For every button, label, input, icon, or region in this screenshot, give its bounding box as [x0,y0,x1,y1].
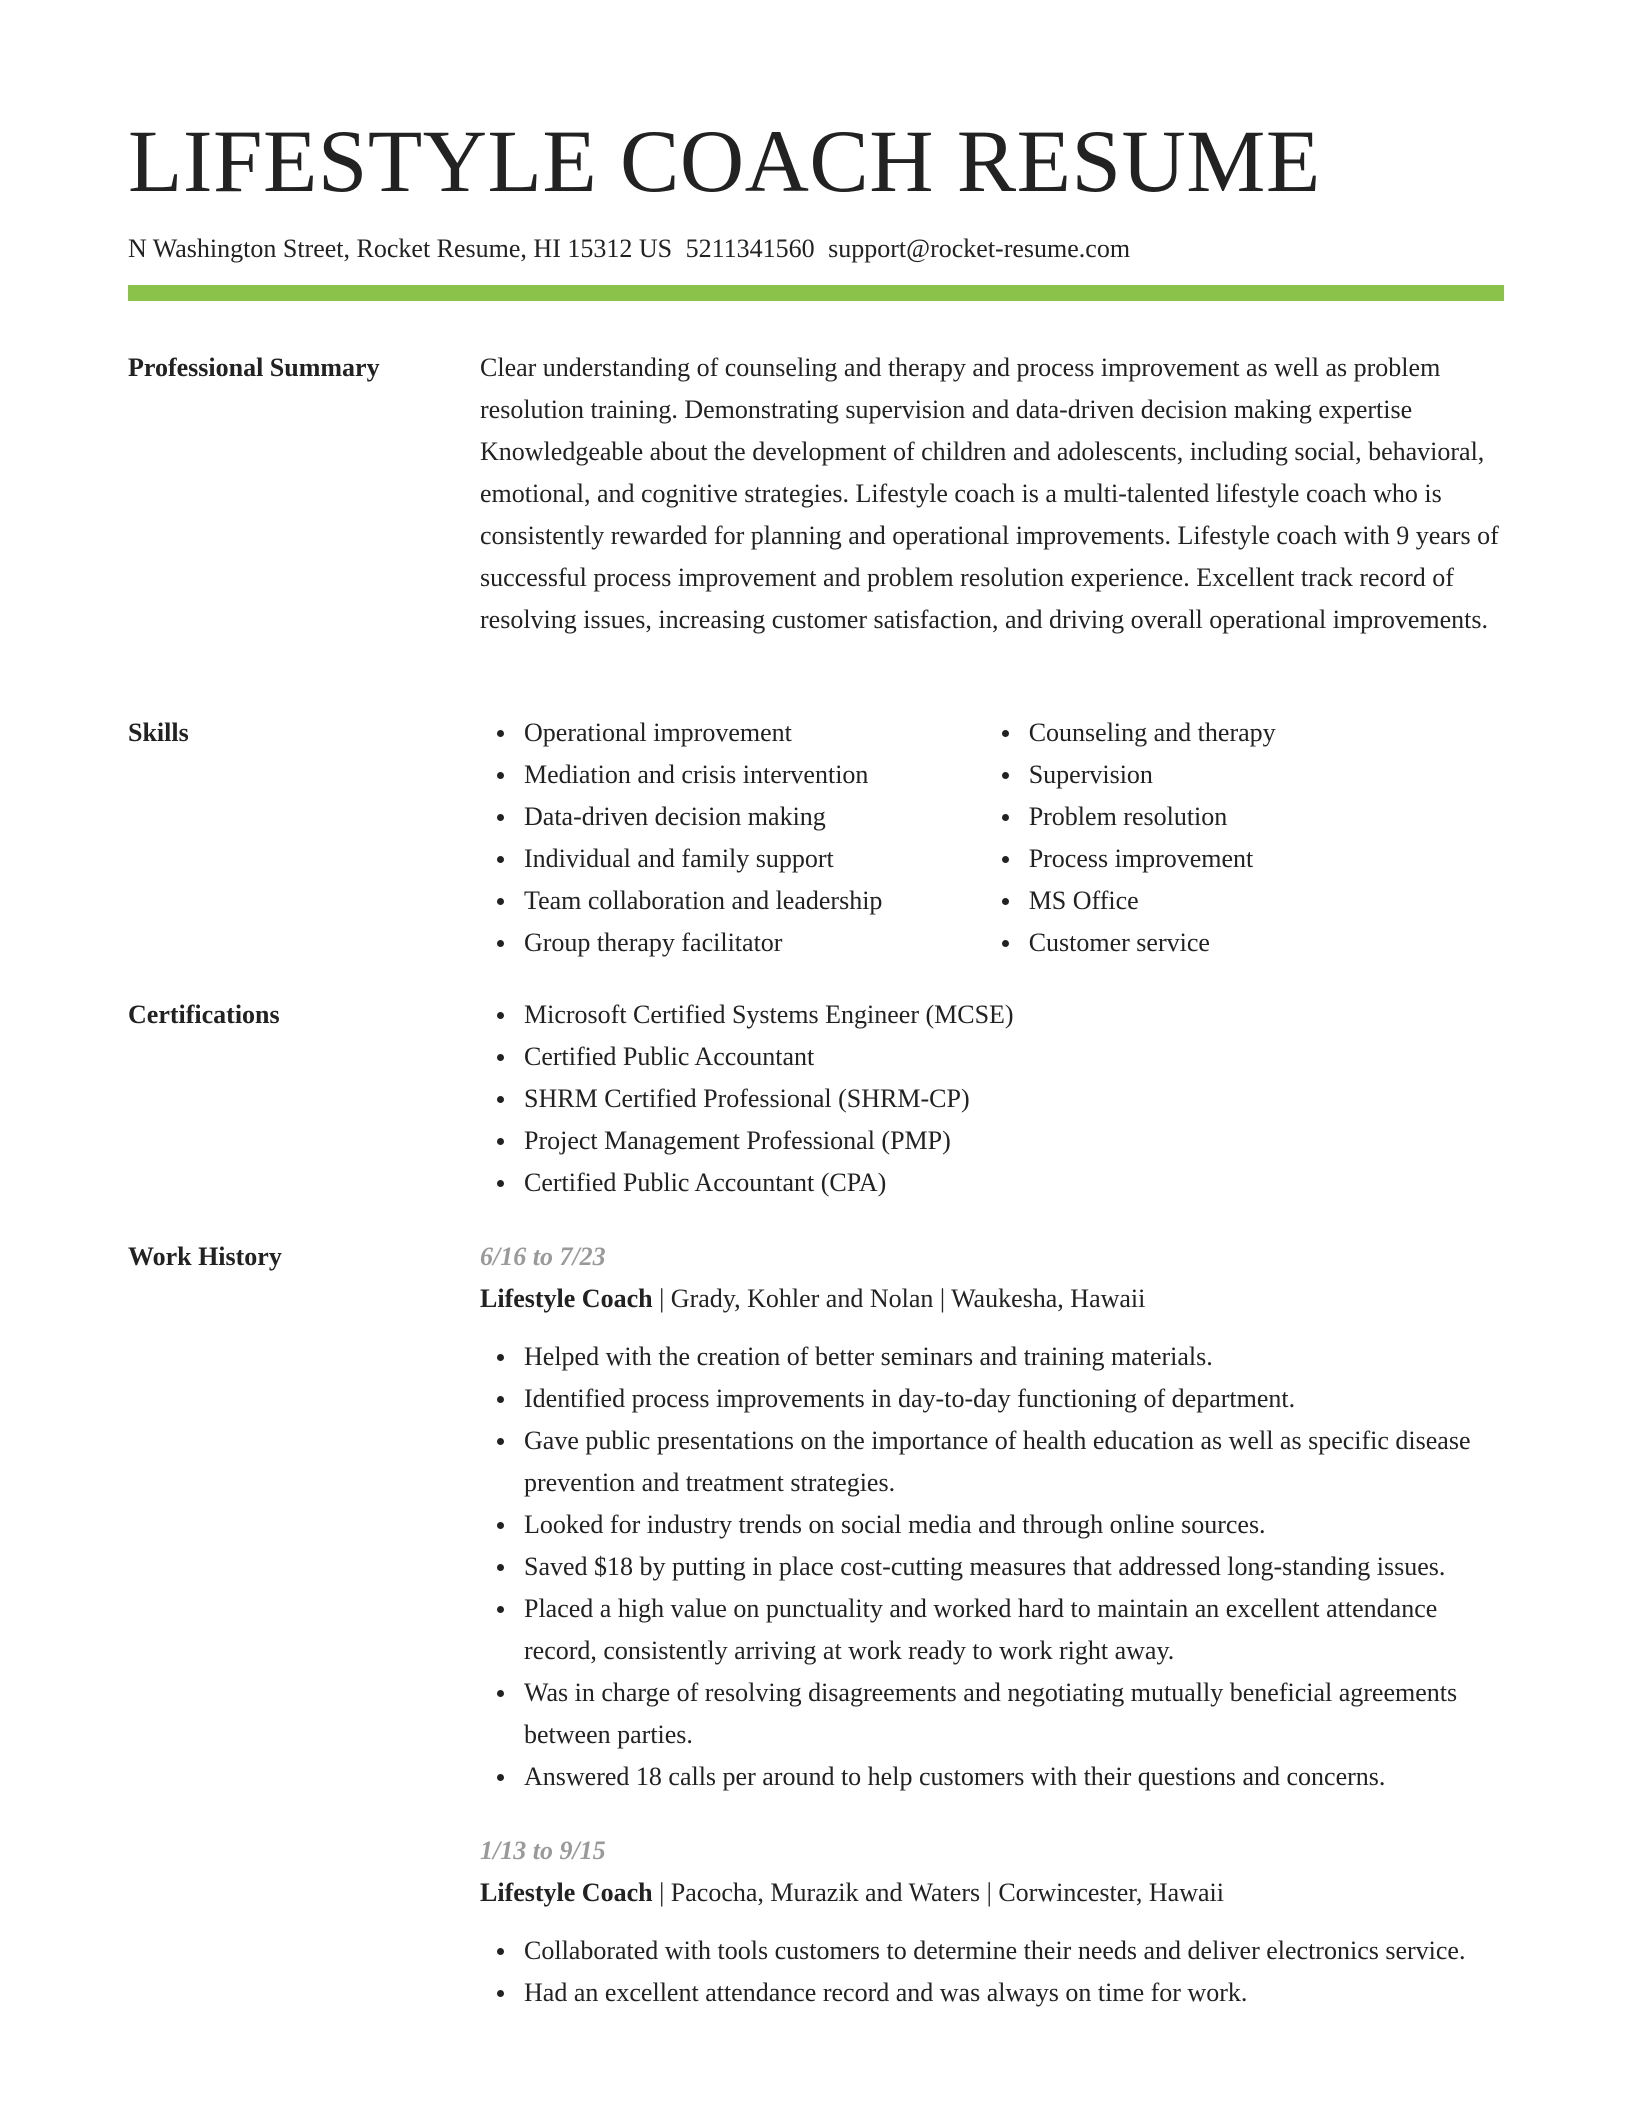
certification-item: SHRM Certified Professional (SHRM-CP) [524,1078,1504,1120]
certification-item: Certified Public Accountant (CPA) [524,1162,1504,1204]
certifications-heading: Certifications [128,1000,280,1029]
contact-phone: 5211341560 [685,234,815,263]
summary-text: Clear understanding of counseling and therapy and process improvement as well as problem resolution training. Demonstrating supervision and data-driven decision making expertise Knowledgeable about the development of children and adolescents, including social, behavioral, emotional, and cognitive strategies. Lifestyle coach is a multi-talented lifestyle coach who is consistently rewarded for planning and operational improvements. Lifestyle coach with 9 years of successful process improvement and problem resolution experience. Excellent track record of resolving issues, increasing customer satisfaction, and driving overall operational improvements. [480,353,1499,634]
job-bullet: Saved $18 by putting in place cost-cutting measures that addressed long-standing issues. [524,1546,1504,1588]
skill-item: Customer service [1029,922,1504,964]
job-title: Lifestyle Coach [480,1284,653,1313]
skill-item: Operational improvement [524,712,985,754]
skill-item: Problem resolution [1029,796,1504,838]
job-employer-location: | Grady, Kohler and Nolan | Waukesha, Hawaii [652,1284,1146,1313]
contact-address: N Washington Street, Rocket Resume, HI 15312 US [128,234,673,263]
accent-divider [128,285,1504,301]
job-title: Lifestyle Coach [480,1878,653,1907]
job-entry [480,1236,1504,1798]
summary-body [480,347,1504,641]
skill-item: Supervision [1029,754,1504,796]
job-bullet: Looked for industry trends on social media and through online sources. [524,1504,1504,1546]
certifications-list [480,994,1504,1204]
job-entry [480,1830,1504,2014]
skill-item: MS Office [1029,880,1504,922]
certification-item: Microsoft Certified Systems Engineer (MCSE) [524,994,1504,1036]
skills-list-right [985,712,1504,964]
skill-item: Process improvement [1029,838,1504,880]
job-bullet: Helped with the creation of better seminars and training materials. [524,1336,1504,1378]
skill-item: Individual and family support [524,838,985,880]
job-bullet: Answered 18 calls per around to help customers with their questions and concerns. [524,1756,1504,1798]
skill-item: Data-driven decision making [524,796,985,838]
skill-item: Team collaboration and leadership [524,880,985,922]
job-bullet: Gave public presentations on the importance of health education as well as specific disease prevention and treatment strategies. [524,1420,1504,1504]
job-dates: 6/16 to 7/23 [480,1242,606,1271]
job-bullet: Had an excellent attendance record and was always on time for work. [524,1972,1504,2014]
skill-item: Mediation and crisis intervention [524,754,985,796]
certification-item: Project Management Professional (PMP) [524,1120,1504,1162]
job-bullet: Collaborated with tools customers to determine their needs and deliver electronics service. [524,1930,1504,1972]
skills-list-left [480,712,985,964]
certifications-body [480,994,1504,1204]
job-bullet: Was in charge of resolving disagreements and negotiating mutually beneficial agreements between parties. [524,1672,1504,1756]
contact-line [128,233,1130,265]
skills-body [480,712,1504,964]
job-bullets [480,1336,1504,1798]
work-history-body [480,1236,1504,2014]
skill-item: Group therapy facilitator [524,922,985,964]
summary-heading: Professional Summary [128,353,380,382]
skills-heading: Skills [128,718,189,747]
job-bullets [480,1930,1504,2014]
job-bullet: Identified process improvements in day-to-day functioning of department. [524,1378,1504,1420]
job-heading [480,1872,1504,1914]
job-dates: 1/13 to 9/15 [480,1836,606,1865]
job-bullet: Placed a high value on punctuality and worked hard to maintain an excellent attendance record, consistently arriving at work ready to work right away. [524,1588,1504,1672]
contact-email: support@rocket-resume.com [828,234,1131,263]
skill-item: Counseling and therapy [1029,712,1504,754]
work-history-heading: Work History [128,1242,282,1271]
job-employer-location: | Pacocha, Murazik and Waters | Corwincester, Hawaii [652,1878,1224,1907]
job-heading [480,1278,1504,1320]
certification-item: Certified Public Accountant [524,1036,1504,1078]
resume-title: LIFESTYLE COACH RESUME [128,113,1321,211]
